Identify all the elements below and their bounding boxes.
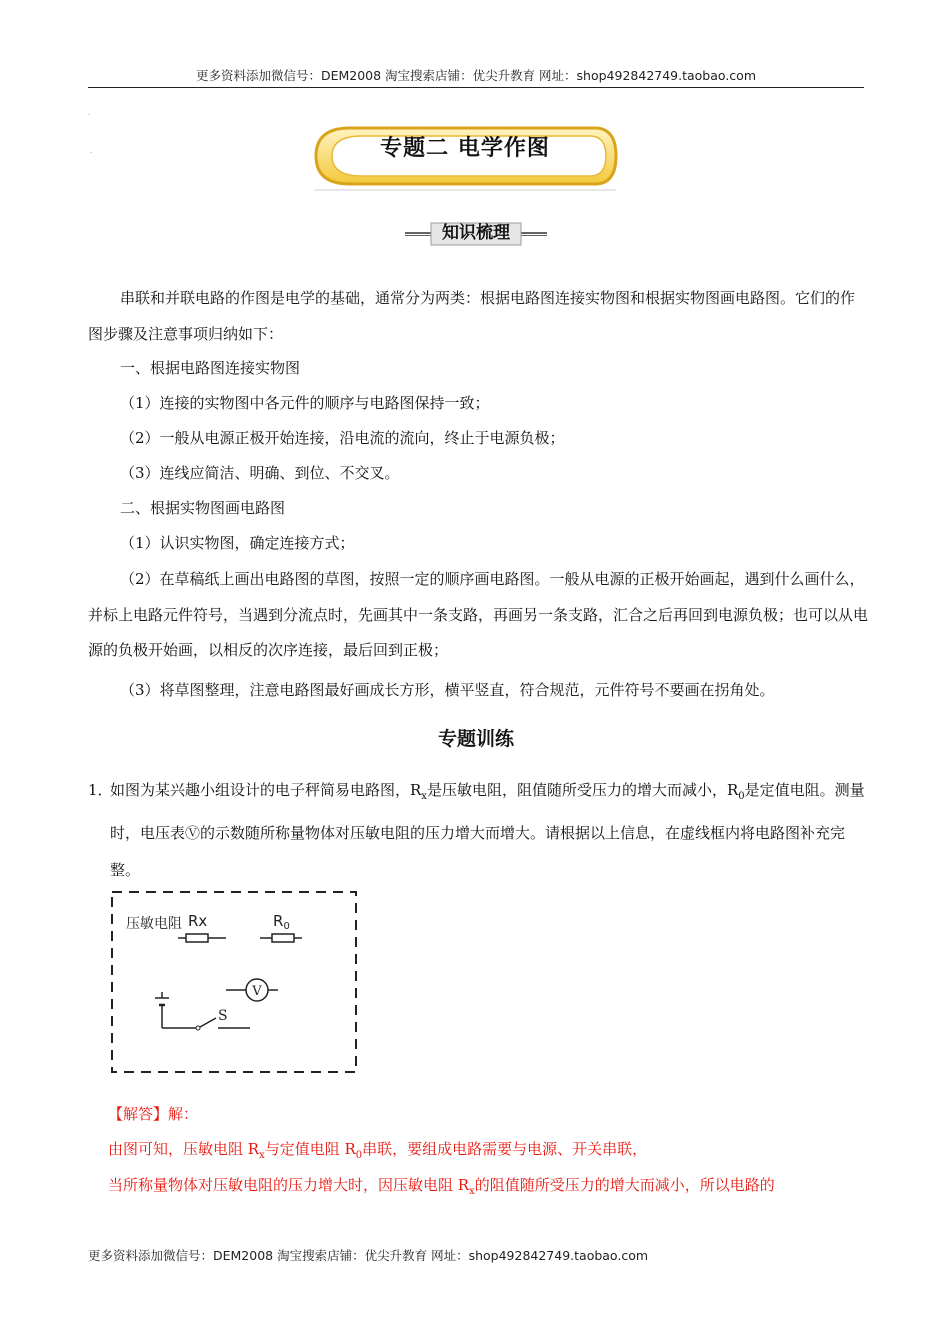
label-switch: S	[218, 1008, 228, 1024]
circuit-diagram	[108, 886, 364, 1078]
label-pressure-resistor: 压敏电阻	[126, 916, 182, 932]
step-heading-2: 二、根据实物图画电路图	[120, 499, 286, 517]
training-title: 专题训练	[437, 728, 514, 750]
margin-dot: .	[90, 146, 93, 155]
switch-symbol	[196, 1026, 200, 1030]
section-badge: 知识梳理	[442, 223, 510, 243]
label-r0: $R_0$	[273, 912, 290, 932]
label-rx: Rx	[188, 912, 208, 930]
answer-line-1: 由图可知，压敏电阻 $R_x$与定值电阻 $R_0$串联，要组成电路需要与电源、开关串联，	[108, 1140, 648, 1161]
step-2-item-2: （2）在草稿纸上画出电路图的草图，按照一定的顺序画电路图。一般从电源的正极开始画起，遇到什么画什么，并标上电路元件符号，当遇到分流点时，先画其中一条支路，再画另一条支路，汇合之后再回到电源负极；也可以从电源的负极开始画，以相反的次序连接，最后回到正极；	[88, 570, 869, 659]
intro-paragraph: 串联和并联电路的作图是电学的基础，通常分为两类：根据电路图连接实物图和根据实物图画电路图。它们的作图步骤及注意事项归纳如下：	[88, 289, 856, 343]
question-1	[88, 772, 868, 889]
page-footer: 更多资料添加微信号：DEM2008 淘宝搜索店铺：优尖升教育 网址：shop492842749.taobao.com	[88, 1248, 649, 1263]
answer-line-2: 当所称量物体对压敏电阻的压力增大时，因压敏电阻 $R_x$的阻值随所受压力的增大而减小，所以电路的	[108, 1176, 775, 1197]
resistor-r0-symbol	[272, 934, 294, 942]
step-2-item-1: （1）认识实物图，确定连接方式；	[120, 534, 355, 552]
header-rule	[88, 87, 864, 88]
question-number: 1．	[88, 781, 113, 799]
resistor-rx-symbol	[186, 934, 208, 942]
question-text: 如图为某兴趣小组设计的电子秤简易电路图，$R_x$是压敏电阻，阻值随所受压力的增大而减小，$R_0$是定值电阻。测量时，电压表Ⓥ的示数随所称量物体对压敏电阻的压力增大而增大。请根据以上信息，在虚线框内将电路图补充完整。	[110, 781, 865, 879]
step-2-item-3: （3）将草图整理，注意电路图最好画成长方形，横平竖直，符合规范，元件符号不要画在拐角处。	[120, 681, 775, 699]
step-1-item-2: （2）一般从电源正极开始连接，沿电流的流向，终止于电源负极；	[120, 429, 565, 447]
step-1-item-3: （3）连线应简洁、明确、到位、不交叉。	[120, 464, 400, 482]
step-1-item-1: （1）连接的实物图中各元件的顺序与电路图保持一致；	[120, 394, 490, 412]
step-heading-1: 一、根据电路图连接实物图	[120, 359, 301, 377]
label-voltmeter: V	[252, 984, 262, 999]
margin-dot: .	[88, 108, 91, 117]
page-header: 更多资料添加微信号：DEM2008 淘宝搜索店铺：优尖升教育 网址：shop492842749.taobao.com	[195, 68, 757, 83]
answer-label: 【解答】解：	[108, 1105, 199, 1123]
topic-title: 专题二 电学作图	[380, 136, 550, 161]
